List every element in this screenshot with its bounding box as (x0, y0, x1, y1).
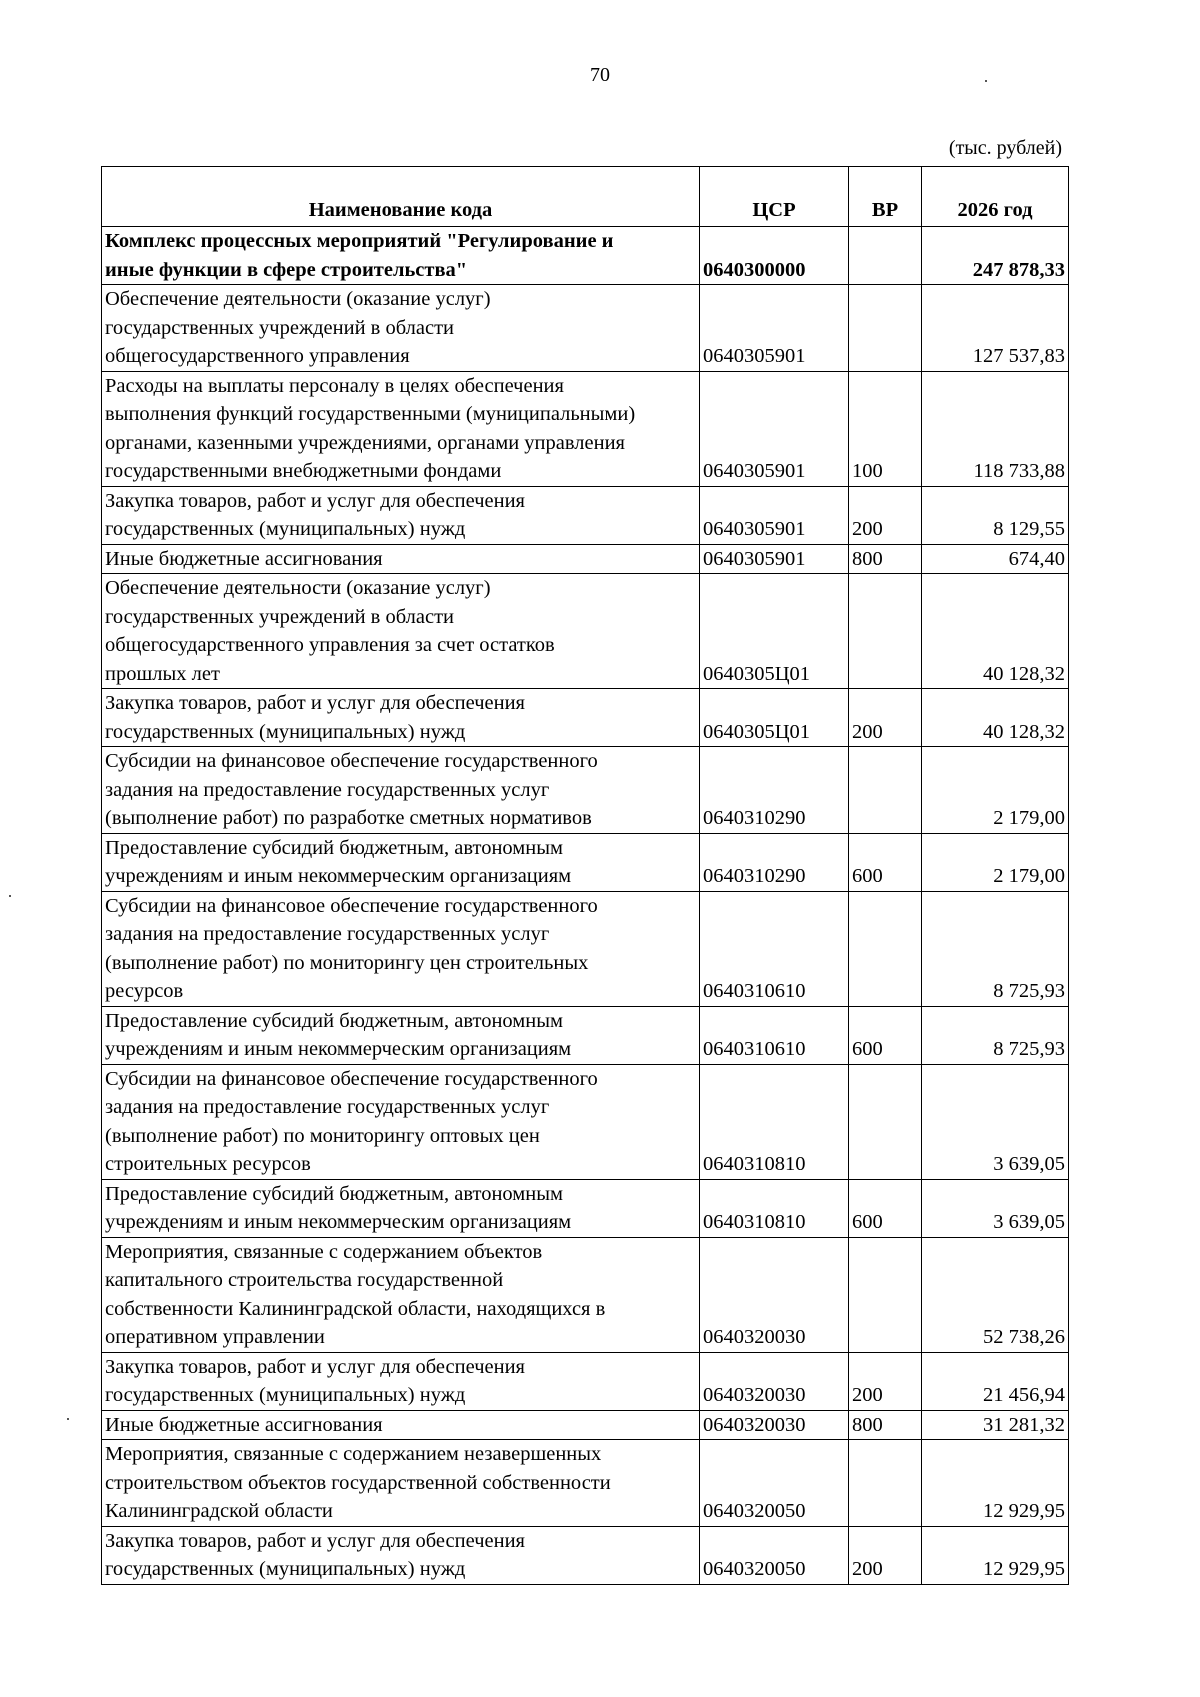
table-row (102, 486, 1069, 544)
cell-sum: 118 733,88 (922, 371, 1069, 486)
cell-sum: 40 128,32 (922, 689, 1069, 747)
cell-sum: 8 129,55 (922, 486, 1069, 544)
cell-vr (849, 891, 922, 1006)
cell-name: Мероприятия, связанные с содержанием незавершенных строительством объектов государственной собственности Калининградской области (102, 1440, 700, 1527)
cell-csr: 0640320030 (700, 1410, 849, 1440)
cell-csr: 0640310290 (700, 833, 849, 891)
cell-sum: 2 179,00 (922, 747, 1069, 834)
cell-sum: 40 128,32 (922, 574, 1069, 689)
table-body (102, 227, 1069, 1585)
cell-vr (849, 747, 922, 834)
header-name: Наименование кода (102, 167, 700, 227)
cell-name: Мероприятия, связанные с содержанием объектов капитального строительства государственной собственности Калининградской области, находящихся в оперативном управлении (102, 1237, 700, 1352)
cell-name: Закупка товаров, работ и услуг для обеспечения государственных (муниципальных) нужд (102, 486, 700, 544)
cell-csr: 0640320030 (700, 1352, 849, 1410)
scan-speck (9, 895, 11, 897)
cell-vr (849, 1064, 922, 1179)
cell-name: Предоставление субсидий бюджетным, автономным учреждениям и иным некоммерческим организациям (102, 1006, 700, 1064)
cell-name: Комплекс процессных мероприятий "Регулирование и иные функции в сфере строительства" (102, 227, 700, 285)
cell-sum: 8 725,93 (922, 891, 1069, 1006)
header-csr: ЦСР (700, 167, 849, 227)
cell-name: Предоставление субсидий бюджетным, автономным учреждениям и иным некоммерческим организациям (102, 1179, 700, 1237)
cell-vr (849, 1237, 922, 1352)
cell-name: Обеспечение деятельности (оказание услуг) государственных учреждений в области общегосударственного управления за счет остатков прошлых лет (102, 574, 700, 689)
cell-csr: 0640320030 (700, 1237, 849, 1352)
cell-csr: 0640310610 (700, 891, 849, 1006)
table-row (102, 574, 1069, 689)
cell-csr: 0640310290 (700, 747, 849, 834)
cell-sum: 31 281,32 (922, 1410, 1069, 1440)
cell-csr: 0640305901 (700, 544, 849, 574)
scan-speck (67, 1418, 69, 1420)
cell-vr: 600 (849, 833, 922, 891)
cell-name: Закупка товаров, работ и услуг для обеспечения государственных (муниципальных) нужд (102, 689, 700, 747)
cell-csr: 0640305901 (700, 486, 849, 544)
budget-table (101, 166, 1069, 1585)
cell-csr: 0640305Ц01 (700, 689, 849, 747)
table-row (102, 1064, 1069, 1179)
cell-csr: 0640305Ц01 (700, 574, 849, 689)
cell-vr: 800 (849, 544, 922, 574)
scan-speck (985, 80, 987, 82)
cell-name: Расходы на выплаты персоналу в целях обеспечения выполнения функций государственными (муниципальными) органами, казенными учреждениями, органами управления государственными внебюджетными фондами (102, 371, 700, 486)
cell-csr: 0640300000 (700, 227, 849, 285)
page-number: 70 (590, 64, 610, 86)
cell-vr: 200 (849, 1352, 922, 1410)
cell-sum: 2 179,00 (922, 833, 1069, 891)
table-row (102, 544, 1069, 574)
cell-vr: 200 (849, 486, 922, 544)
cell-csr: 0640320050 (700, 1440, 849, 1527)
table-row (102, 1006, 1069, 1064)
cell-sum: 12 929,95 (922, 1440, 1069, 1527)
table-row (102, 1237, 1069, 1352)
cell-vr: 800 (849, 1410, 922, 1440)
cell-name: Закупка товаров, работ и услуг для обеспечения государственных (муниципальных) нужд (102, 1352, 700, 1410)
cell-name: Субсидии на финансовое обеспечение государственного задания на предоставление государственных услуг (выполнение работ) по мониторингу цен строительных ресурсов (102, 891, 700, 1006)
cell-vr: 600 (849, 1006, 922, 1064)
cell-name: Иные бюджетные ассигнования (102, 544, 700, 574)
cell-name: Закупка товаров, работ и услуг для обеспечения государственных (муниципальных) нужд (102, 1526, 700, 1584)
cell-vr (849, 574, 922, 689)
cell-vr: 200 (849, 689, 922, 747)
cell-sum: 12 929,95 (922, 1526, 1069, 1584)
cell-name: Иные бюджетные ассигнования (102, 1410, 700, 1440)
table-row (102, 1440, 1069, 1527)
cell-csr: 0640310810 (700, 1179, 849, 1237)
table-row (102, 371, 1069, 486)
header-vr: ВР (849, 167, 922, 227)
header-sum: 2026 год (922, 167, 1069, 227)
cell-sum: 247 878,33 (922, 227, 1069, 285)
cell-vr: 200 (849, 1526, 922, 1584)
cell-vr (849, 1440, 922, 1527)
cell-sum: 3 639,05 (922, 1179, 1069, 1237)
cell-csr: 0640305901 (700, 285, 849, 372)
cell-name: Субсидии на финансовое обеспечение государственного задания на предоставление государственных услуг (выполнение работ) по разработке сметных нормативов (102, 747, 700, 834)
cell-vr (849, 227, 922, 285)
table-row (102, 747, 1069, 834)
table-row (102, 833, 1069, 891)
cell-sum: 52 738,26 (922, 1237, 1069, 1352)
cell-name: Субсидии на финансовое обеспечение государственного задания на предоставление государственных услуг (выполнение работ) по мониторингу оптовых цен строительных ресурсов (102, 1064, 700, 1179)
cell-sum: 127 537,83 (922, 285, 1069, 372)
table-row (102, 689, 1069, 747)
cell-csr: 0640305901 (700, 371, 849, 486)
units-label: (тыс. рублей) (948, 137, 1062, 159)
table-row (102, 1526, 1069, 1584)
table-header-row (102, 167, 1069, 227)
table-row (102, 285, 1069, 372)
cell-name: Предоставление субсидий бюджетным, автономным учреждениям и иным некоммерческим организациям (102, 833, 700, 891)
cell-csr: 0640310610 (700, 1006, 849, 1064)
table-row (102, 1352, 1069, 1410)
cell-sum: 674,40 (922, 544, 1069, 574)
table-row (102, 1410, 1069, 1440)
cell-sum: 8 725,93 (922, 1006, 1069, 1064)
cell-vr: 100 (849, 371, 922, 486)
cell-vr (849, 285, 922, 372)
cell-sum: 21 456,94 (922, 1352, 1069, 1410)
cell-csr: 0640310810 (700, 1064, 849, 1179)
cell-csr: 0640320050 (700, 1526, 849, 1584)
table-row (102, 227, 1069, 285)
cell-sum: 3 639,05 (922, 1064, 1069, 1179)
cell-vr: 600 (849, 1179, 922, 1237)
cell-name: Обеспечение деятельности (оказание услуг) государственных учреждений в области общегосударственного управления (102, 285, 700, 372)
table-row (102, 891, 1069, 1006)
table-row (102, 1179, 1069, 1237)
